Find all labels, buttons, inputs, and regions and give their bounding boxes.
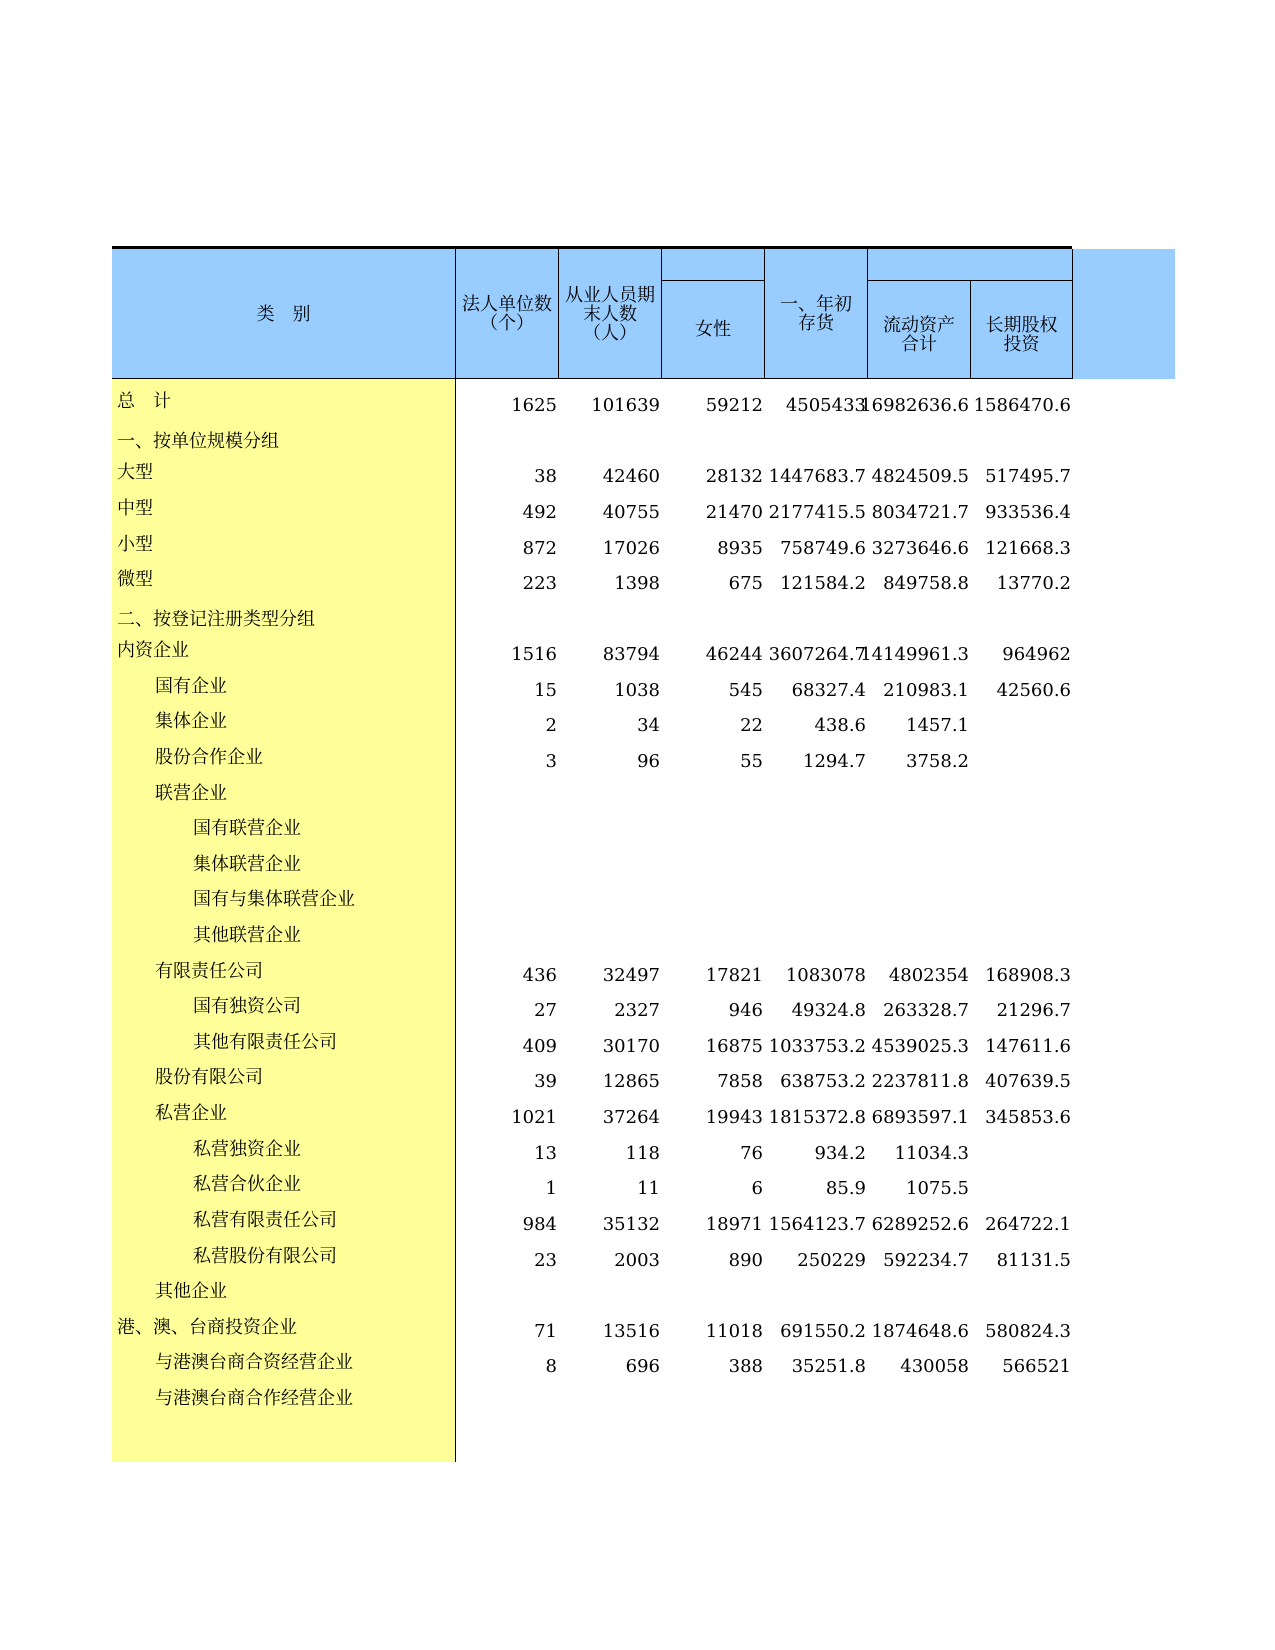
row-label: 小型	[117, 534, 153, 555]
row-value: 1874648.6	[871, 1321, 969, 1342]
row-label: 二、按登记注册类型分组	[117, 609, 315, 630]
table-row	[112, 664, 1175, 701]
row-label: 与港澳台商合作经营企业	[155, 1388, 353, 1409]
row-value: 210983.1	[883, 680, 969, 701]
row-value: 6893597.1	[871, 1107, 969, 1128]
row-value: 890	[728, 1250, 763, 1271]
row-value: 2327	[614, 1000, 660, 1021]
table-row	[112, 628, 1175, 665]
row-value: 1457.1	[906, 715, 969, 736]
row-value: 638753.2	[780, 1071, 866, 1092]
header-long-term-equity: 长期股权投资	[985, 315, 1058, 355]
row-value: 11018	[705, 1321, 763, 1342]
row-value: 345853.6	[985, 1107, 1071, 1128]
row-value: 8935	[717, 538, 763, 559]
row-value: 121584.2	[780, 573, 866, 594]
row-value: 517495.7	[985, 466, 1071, 487]
table-row	[112, 842, 1175, 879]
row-value: 12865	[602, 1071, 660, 1092]
row-value: 3758.2	[906, 751, 969, 772]
row-value: 21296.7	[996, 1000, 1071, 1021]
table-row	[112, 1340, 1175, 1377]
row-value: 934.2	[814, 1143, 866, 1164]
row-value: 35251.8	[791, 1356, 866, 1377]
table-header	[112, 249, 1175, 379]
row-label: 私营独资企业	[193, 1139, 301, 1160]
table-row	[112, 735, 1175, 772]
row-value: 1516	[511, 644, 557, 665]
row-value: 71	[534, 1321, 557, 1342]
row-value: 438.6	[814, 715, 866, 736]
table-row	[112, 1198, 1175, 1235]
row-value: 492	[522, 502, 557, 523]
row-value: 16875	[705, 1036, 763, 1057]
row-value: 81131.5	[996, 1250, 1071, 1271]
table-row	[112, 699, 1175, 736]
row-label: 一、按单位规模分组	[117, 431, 279, 452]
row-label: 股份合作企业	[155, 747, 263, 768]
row-value: 2003	[614, 1250, 660, 1271]
row-value: 30170	[602, 1036, 660, 1057]
row-value: 16982636.6	[860, 395, 969, 416]
row-label: 其他联营企业	[193, 925, 301, 946]
table-row	[112, 1305, 1175, 1342]
row-value: 8034721.7	[871, 502, 969, 523]
row-value: 263328.7	[883, 1000, 969, 1021]
row-value: 17026	[602, 538, 660, 559]
row-value: 407639.5	[985, 1071, 1071, 1092]
row-value: 849758.8	[883, 573, 969, 594]
row-label: 私营有限责任公司	[193, 1210, 337, 1231]
table-row	[112, 450, 1175, 487]
row-label: 股份有限公司	[155, 1067, 263, 1088]
table-row	[112, 1162, 1175, 1199]
row-value: 17821	[705, 965, 763, 986]
row-label: 私营企业	[155, 1103, 227, 1124]
row-label: 微型	[117, 569, 153, 590]
table-row	[112, 379, 1175, 416]
row-value: 436	[522, 965, 557, 986]
row-value: 11034.3	[894, 1143, 969, 1164]
row-label: 有限责任公司	[155, 961, 263, 982]
row-value: 42460	[602, 466, 660, 487]
row-label: 集体联营企业	[193, 854, 301, 875]
row-label: 联营企业	[155, 783, 227, 804]
row-value: 85.9	[825, 1178, 866, 1199]
table-row	[112, 877, 1175, 914]
table-row	[112, 557, 1175, 594]
row-value: 1625	[511, 395, 557, 416]
table-row	[112, 1091, 1175, 1128]
table-row	[112, 771, 1175, 808]
row-label: 中型	[117, 498, 153, 519]
row-value: 11	[637, 1178, 660, 1199]
row-value: 4505433	[785, 395, 866, 416]
row-value: 696	[625, 1356, 660, 1377]
row-value: 4802354	[888, 965, 969, 986]
row-value: 758749.6	[780, 538, 866, 559]
header-current-assets: 流动资产合计	[883, 315, 955, 355]
row-value: 168908.3	[985, 965, 1071, 986]
table-row	[112, 949, 1175, 986]
row-value: 691550.2	[780, 1321, 866, 1342]
row-label: 总 计	[117, 391, 171, 412]
row-value: 1021	[511, 1107, 557, 1128]
row-value: 118	[625, 1143, 660, 1164]
row-value: 2	[545, 715, 557, 736]
table-row	[112, 1127, 1175, 1164]
row-value: 250229	[797, 1250, 866, 1271]
row-value: 76	[740, 1143, 763, 1164]
row-label: 国有独资公司	[193, 996, 301, 1017]
header-female: 女性	[695, 319, 731, 340]
row-value: 1447683.7	[768, 466, 866, 487]
row-label: 国有企业	[155, 676, 227, 697]
row-label: 港、澳、台商投资企业	[117, 1317, 297, 1338]
header-employees: 从业人员期末人数（人）	[565, 284, 655, 344]
row-value: 933536.4	[985, 502, 1071, 523]
header-category: 类 别	[256, 303, 311, 325]
row-value: 42560.6	[996, 680, 1071, 701]
table-row	[112, 913, 1175, 950]
row-value: 68327.4	[791, 680, 866, 701]
row-value: 40755	[602, 502, 660, 523]
row-value: 35132	[602, 1214, 660, 1235]
table-row	[112, 522, 1175, 559]
row-value: 984	[522, 1214, 557, 1235]
row-value: 675	[728, 573, 763, 594]
header-inventory: 一、年初存货	[780, 294, 852, 334]
row-value: 96	[637, 751, 660, 772]
row-value: 13770.2	[996, 573, 1071, 594]
row-value: 34	[637, 715, 660, 736]
row-value: 1815372.8	[768, 1107, 866, 1128]
row-value: 6	[751, 1178, 763, 1199]
table-row	[112, 1234, 1175, 1271]
row-value: 101639	[591, 395, 660, 416]
row-value: 1564123.7	[768, 1214, 866, 1235]
row-label: 国有与集体联营企业	[193, 889, 355, 910]
row-label: 其他有限责任公司	[193, 1032, 337, 1053]
row-value: 1	[545, 1178, 557, 1199]
row-value: 23	[534, 1250, 557, 1271]
row-value: 2237811.8	[871, 1071, 969, 1092]
row-label: 与港澳台商合资经营企业	[155, 1352, 353, 1373]
row-value: 545	[728, 680, 763, 701]
table-row	[112, 486, 1175, 523]
row-value: 566521	[1002, 1356, 1071, 1377]
row-value: 1294.7	[803, 751, 866, 772]
row-value: 18971	[705, 1214, 763, 1235]
row-value: 430058	[900, 1356, 969, 1377]
row-value: 147611.6	[985, 1036, 1071, 1057]
row-value: 28132	[705, 466, 763, 487]
row-value: 2177415.5	[768, 502, 866, 523]
row-value: 3	[545, 751, 557, 772]
row-value: 4824509.5	[871, 466, 969, 487]
row-value: 32497	[602, 965, 660, 986]
row-label: 大型	[117, 462, 153, 483]
row-value: 223	[522, 573, 557, 594]
row-value: 46244	[705, 644, 763, 665]
row-value: 83794	[602, 644, 660, 665]
row-value: 1038	[614, 680, 660, 701]
row-value: 14149961.3	[860, 644, 969, 665]
row-value: 7858	[717, 1071, 763, 1092]
row-value: 3273646.6	[871, 538, 969, 559]
row-value: 580824.3	[985, 1321, 1071, 1342]
row-value: 872	[522, 538, 557, 559]
table-row	[112, 1376, 1175, 1413]
row-label: 私营股份有限公司	[193, 1246, 337, 1267]
row-value: 13	[534, 1143, 557, 1164]
row-value: 15	[534, 680, 557, 701]
table-row	[112, 1020, 1175, 1057]
row-value: 946	[728, 1000, 763, 1021]
row-value: 27	[534, 1000, 557, 1021]
row-value: 964962	[1002, 644, 1071, 665]
table-row	[112, 1269, 1175, 1306]
row-value: 21470	[705, 502, 763, 523]
row-value: 1075.5	[906, 1178, 969, 1199]
row-value: 1033753.2	[768, 1036, 866, 1057]
row-label: 其他企业	[155, 1281, 227, 1302]
row-value: 3607264.7	[768, 644, 866, 665]
row-value: 39	[534, 1071, 557, 1092]
table-row	[112, 984, 1175, 1021]
row-value: 59212	[705, 395, 763, 416]
table-row	[112, 806, 1175, 843]
row-value: 6289252.6	[871, 1214, 969, 1235]
row-value: 22	[740, 715, 763, 736]
row-value: 388	[728, 1356, 763, 1377]
row-value: 1083078	[785, 965, 866, 986]
row-label: 国有联营企业	[193, 818, 301, 839]
row-value: 4539025.3	[871, 1036, 969, 1057]
row-value: 1586470.6	[973, 395, 1071, 416]
row-value: 1398	[614, 573, 660, 594]
row-value: 55	[740, 751, 763, 772]
row-value: 8	[545, 1356, 557, 1377]
row-value: 121668.3	[985, 538, 1071, 559]
row-value: 264722.1	[985, 1214, 1071, 1235]
row-value: 38	[534, 466, 557, 487]
row-label: 私营合伙企业	[193, 1174, 301, 1195]
row-value: 409	[522, 1036, 557, 1057]
row-value: 49324.8	[791, 1000, 866, 1021]
row-value: 19943	[705, 1107, 763, 1128]
row-label: 集体企业	[155, 711, 227, 732]
row-label: 内资企业	[117, 640, 189, 661]
row-value: 592234.7	[883, 1250, 969, 1271]
row-value: 13516	[602, 1321, 660, 1342]
table-row	[112, 1055, 1175, 1092]
header-units: 法人单位数（个）	[462, 294, 552, 334]
row-value: 37264	[602, 1107, 660, 1128]
